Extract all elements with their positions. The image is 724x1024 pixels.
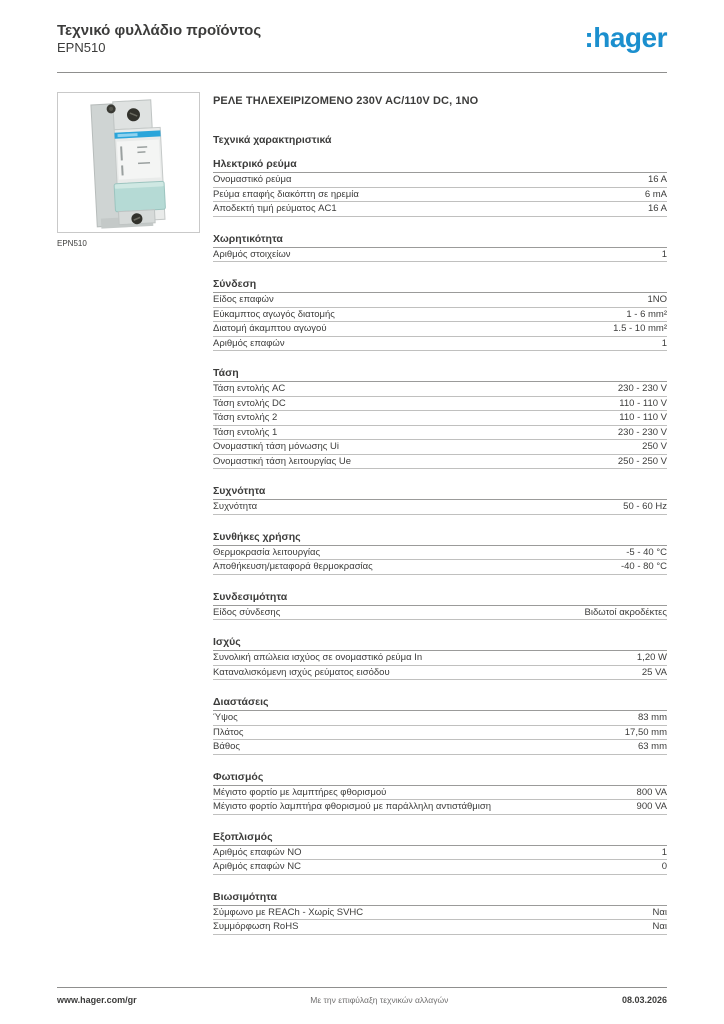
spec-value: 1 (661, 248, 667, 260)
spec-value: 83 mm (637, 712, 667, 723)
spec-label: Μέγιστο φορτίο λαμπτήρα φθορισμού με παράλληλη αντιστάθμιση (213, 801, 492, 812)
spec-section-title: Εξοπλισμός (213, 831, 667, 846)
spec-value: 6 mA (644, 188, 667, 200)
spec-label: Αριθμός επαφών (213, 337, 285, 349)
spec-section (213, 233, 667, 263)
spec-section-title: Συνδεσιμότητα (213, 591, 667, 606)
header (57, 0, 667, 73)
spec-label: Ονομαστική τάση μόνωσης Ui (213, 441, 339, 452)
spec-row (213, 666, 667, 681)
spec-label: Πλάτος (213, 726, 244, 738)
spec-value: 1NO (647, 294, 667, 305)
spec-label: Σύμφωνο με REACh - Χωρίς SVHC (213, 906, 364, 918)
spec-value: 1 (661, 846, 667, 858)
spec-row (213, 740, 667, 755)
spec-section-title: Χωρητικότητα (213, 233, 667, 248)
spec-value: -5 - 40 °C (626, 546, 667, 558)
footer-date: 08.03.2026 (621, 995, 667, 1005)
spec-label: Βάθος (213, 741, 240, 752)
spec-value: 50 - 60 Hz (623, 501, 667, 512)
spec-label: Τάση εντολής 2 (213, 412, 278, 423)
spec-section (213, 771, 667, 815)
spec-row (213, 188, 667, 203)
spec-label: Καταναλισκόμενη ισχύς ρεύματος εισόδου (213, 666, 390, 678)
spec-row (213, 202, 667, 217)
spec-section-title: Φωτισμός (213, 771, 667, 786)
spec-row (213, 786, 667, 801)
main-content (57, 92, 667, 951)
spec-value: 110 - 110 V (619, 412, 667, 423)
spec-label: Διατομή άκαμπτου αγωγού (213, 323, 327, 334)
spec-row (213, 173, 667, 188)
product-title: ΡΕΛΕ ΤΗΛΕΧΕΙΡΙΖΟΜΕΝΟ 230V AC/110V DC, 1NO (213, 95, 479, 107)
spec-label: Είδος σύνδεσης (213, 606, 281, 618)
spec-value: 16 A (647, 174, 667, 185)
spec-section-title: Τάση (213, 367, 667, 382)
spec-label: Αποθήκευση/μεταφορά θερμοκρασίας (213, 561, 373, 572)
spec-value: 1 - 6 mm² (626, 308, 667, 320)
spec-value: 1 (661, 337, 667, 349)
footer (57, 987, 667, 1005)
spec-row (213, 426, 667, 441)
spec-row (213, 248, 667, 263)
spec-section-title: Συνθήκες χρήσης (213, 531, 667, 546)
spec-sections (213, 158, 667, 935)
relay-illustration (58, 93, 199, 232)
spec-value: Βιδωτοί ακροδέκτες (584, 606, 667, 618)
spec-section (213, 367, 667, 469)
spec-row (213, 546, 667, 561)
spec-value: 800 VA (636, 786, 667, 798)
spec-label: Αποδεκτή τιμή ρεύματος AC1 (213, 203, 337, 214)
spec-row (213, 560, 667, 575)
spec-value: 17,50 mm (624, 726, 667, 738)
spec-row (213, 411, 667, 426)
spec-value: 63 mm (637, 741, 667, 752)
spec-label: Ονομαστική τάση λειτουργίας Ue (213, 455, 351, 467)
spec-label: Εύκαμπτος αγωγός διατομής (213, 308, 335, 320)
spec-row (213, 906, 667, 921)
spec-section (213, 696, 667, 755)
spec-section-title: Συχνότητα (213, 485, 667, 500)
spec-label: Ρεύμα επαφής διακόπτη σε ηρεμία (213, 188, 359, 200)
spec-value: 25 VA (641, 666, 667, 678)
product-image (57, 92, 200, 233)
spec-section (213, 485, 667, 515)
footer-website-link[interactable]: www.hager.com/gr (57, 995, 137, 1005)
spec-label: Συμμόρφωση RoHS (213, 921, 299, 932)
spec-row (213, 500, 667, 515)
document-title: Τεχνικό φυλλάδιο προϊόντος (57, 22, 262, 39)
spec-row (213, 322, 667, 337)
spec-row (213, 860, 667, 875)
spec-label: Ύψος (213, 712, 238, 723)
spec-row (213, 606, 667, 621)
spec-row (213, 382, 667, 397)
spec-row (213, 920, 667, 935)
spec-row (213, 846, 667, 861)
spec-label: Αριθμός στοιχείων (213, 248, 291, 260)
spec-row (213, 308, 667, 323)
spec-section (213, 891, 667, 935)
spec-value: 900 VA (636, 801, 667, 812)
spec-label: Αριθμός επαφών NC (213, 861, 301, 872)
spec-label: Συνολική απώλεια ισχύος σε ονομαστικό ρεύμα In (213, 652, 423, 663)
specs-column (213, 92, 667, 951)
spec-row (213, 800, 667, 815)
spec-label: Αριθμός επαφών NO (213, 846, 302, 858)
spec-value: 16 A (647, 203, 667, 214)
header-titles (57, 21, 261, 56)
spec-value: 250 - 250 V (617, 455, 667, 467)
spec-value: 110 - 110 V (619, 397, 667, 409)
spec-value: 230 - 230 V (617, 426, 667, 438)
spec-label: Θερμοκρασία λειτουργίας (213, 546, 321, 558)
spec-section (213, 591, 667, 621)
spec-value: Ναι (652, 906, 667, 918)
spec-value: 0 (661, 861, 667, 872)
spec-label: Είδος επαφών (213, 294, 274, 305)
spec-row (213, 711, 667, 726)
spec-row (213, 293, 667, 308)
spec-row (213, 397, 667, 412)
spec-value: 230 - 230 V (617, 383, 667, 394)
hager-logo: :hager (584, 22, 667, 53)
spec-label: Τάση εντολής 1 (213, 426, 278, 438)
spec-value: 250 V (642, 441, 667, 452)
footer-disclaimer: Με την επιφύλαξη τεχνικών αλλαγών (310, 995, 449, 1005)
spec-label: Συχνότητα (213, 501, 258, 512)
spec-row (213, 337, 667, 352)
spec-row (213, 726, 667, 741)
spec-row (213, 455, 667, 470)
spec-section-title: Ηλεκτρικό ρεύμα (213, 158, 667, 173)
spec-row (213, 440, 667, 455)
spec-value: 1.5 - 10 mm² (613, 323, 667, 334)
spec-section (213, 158, 667, 217)
spec-section (213, 531, 667, 575)
product-image-caption: EPN510 (57, 239, 87, 248)
spec-value: -40 - 80 °C (620, 561, 667, 572)
spec-section (213, 278, 667, 351)
spec-section-title: Διαστάσεις (213, 696, 667, 711)
spec-section-title: Βιωσιμότητα (213, 891, 667, 906)
specs-heading: Τεχνικά χαρακτηριστικά (213, 134, 332, 146)
spec-label: Τάση εντολής DC (213, 397, 286, 409)
spec-label: Τάση εντολής AC (213, 383, 286, 394)
spec-section (213, 636, 667, 680)
product-image-column (57, 92, 200, 951)
spec-label: Μέγιστο φορτίο με λαμπτήρες φθορισμού (213, 786, 387, 798)
spec-value: Ναι (652, 921, 667, 932)
spec-section-title: Σύνδεση (213, 278, 667, 293)
product-code: EPN510 (57, 40, 106, 55)
spec-row (213, 651, 667, 666)
spec-value: 1,20 W (636, 652, 667, 663)
spec-label: Ονομαστικό ρεύμα (213, 174, 292, 185)
spec-section-title: Ισχύς (213, 636, 667, 651)
spec-section (213, 831, 667, 875)
